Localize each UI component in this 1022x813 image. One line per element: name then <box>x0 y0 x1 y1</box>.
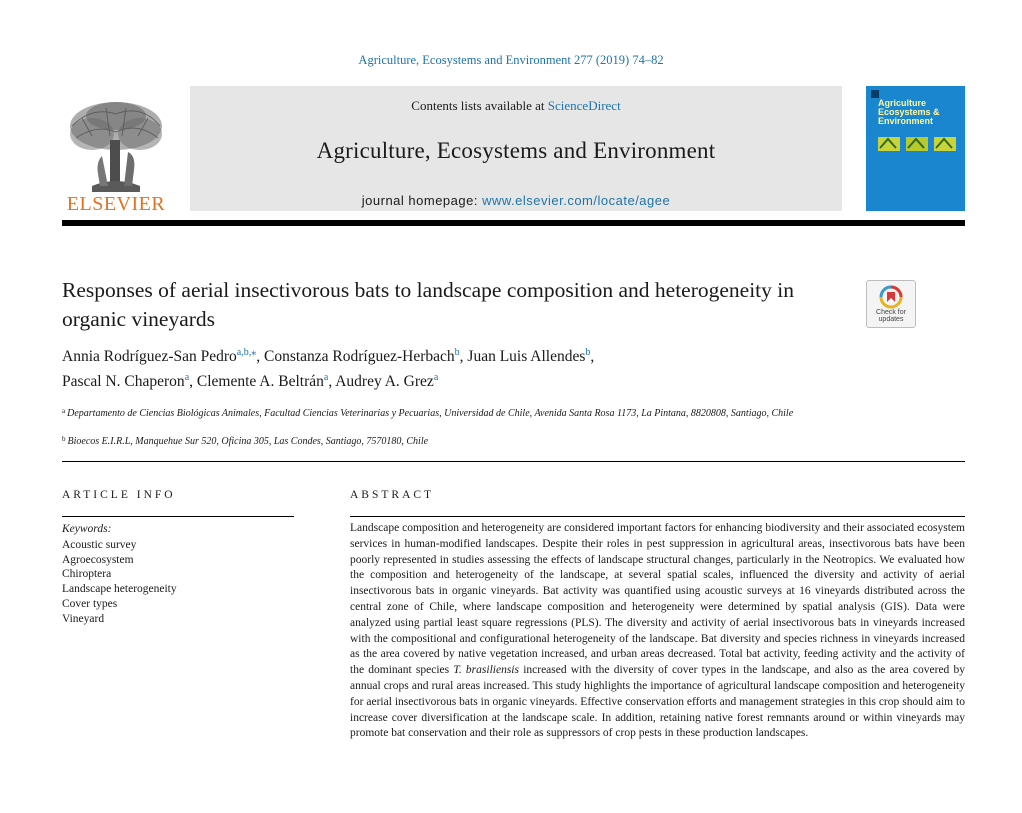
keyword-item: Chiroptera <box>62 568 112 581</box>
author-separator: , <box>189 373 197 390</box>
keywords-label: Keywords: <box>62 523 112 535</box>
check-updates-line: Check for <box>876 309 906 316</box>
elsevier-wordmark: ELSEVIER <box>66 193 166 215</box>
affiliation-text: Bioecos E.I.R.L, Manquehue Sur 520, Oficina 305, Las Condes, Santiago, 7570180, Chile <box>67 436 429 447</box>
article-info-heading: ARTICLE INFO <box>62 489 176 501</box>
affiliation-a <box>62 404 852 421</box>
check-updates-label <box>867 309 915 323</box>
sciencedirect-link[interactable]: ScienceDirect <box>547 98 621 113</box>
journal-cover-thumbnail[interactable] <box>866 86 965 211</box>
author-name[interactable]: Juan Luis Allendes <box>467 348 586 365</box>
author-affiliation-marker[interactable]: a <box>323 372 329 383</box>
check-updates-icon <box>879 285 903 309</box>
keywords-list <box>62 538 177 626</box>
title-block-divider <box>62 461 965 462</box>
check-updates-line: updates <box>878 316 904 323</box>
author-name[interactable]: Pascal N. Chaperon <box>62 373 185 390</box>
affiliation-b <box>62 432 852 449</box>
author-separator: , <box>590 348 595 365</box>
abstract-divider <box>350 516 965 517</box>
author-list-line-2 <box>62 372 922 391</box>
contents-available-line <box>190 98 842 114</box>
author-affiliation-marker[interactable]: b <box>585 347 591 358</box>
affiliation-text: Departamento de Ciencias Biológicas Animales, Facultad Ciencias Veterinarias y Pecuarias, Universidad de Chile, Avenida Santa Rosa 1173, La Pintana, 8820808, Santiago, Chile <box>67 408 794 419</box>
header-divider <box>62 220 965 226</box>
abstract-body <box>350 521 965 742</box>
affiliation-label: a <box>62 407 66 415</box>
author-name[interactable]: Annia Rodríguez-San Pedro <box>62 348 237 365</box>
author-list-line-1 <box>62 347 922 366</box>
keyword-item: Agroecosystem <box>62 553 134 566</box>
author-separator: , <box>328 373 336 390</box>
journal-homepage-line <box>190 193 842 208</box>
affiliation-label: b <box>62 435 66 443</box>
journal-title: Agriculture, Ecosystems and Environment <box>316 138 716 163</box>
homepage-prefix: journal homepage: <box>361 193 483 208</box>
author-affiliation-marker[interactable]: a <box>433 372 439 383</box>
author-name[interactable]: Constanza Rodríguez-Herbach <box>263 348 455 365</box>
abstract-text-part: Landscape composition and heterogeneity are considered important factors for enhancing biodiversity and their associated ecosystem services in human-modified landscapes. Despite their roles in pest suppression in agricultural areas, insectivorous bats have been poorly represented in studies assessing the effects of landscape structural changes, particularly in the Neotropics. We evaluated how the composition and heterogeneity of the landscape, at several spatial scales, influenced the diversity and activity of aerial insectivorous bats in organic vineyards. Bat activity was quantified using acoustic surveys at 16 vineyards distributed across the central zone of Chile, where landscape composition and heterogeneity were determined by spatial analysis (GIS). Data were analyzed using partial least square regressions (PLS). The diversity and activity of aerial insectivorous bats in vineyards increased with the compositional and configurational heterogeneity of the landscape. Bat diversity and species richness in vineyards increased as the area covered by native vegetation increased, and urban areas decreased. Total bat activity, feeding activity and the activity of the dominant species <box>350 522 965 677</box>
abstract-text-part: increased with the diversity of cover types in the landscape, and also as the area covered by annual crops and rural areas increased. This study highlights the importance of agricultural landscape composition and heterogeneity for aerial insectivorous bats in organic vineyards. Effective conservation efforts and management strategies in this crop should aim to increase cover diversification at the landscape scale. In addition, retaining native forest remnants around or within vineyards may promote bat conservation and their role as suppressors of crop pests in these production landscapes. <box>350 664 965 740</box>
keyword-item: Cover types <box>62 597 118 610</box>
cover-title-line: Environment <box>878 116 934 126</box>
abstract-species-name: T. brasiliensis <box>453 664 519 677</box>
cover-title <box>878 99 962 126</box>
author-affiliation-marker[interactable]: a <box>184 372 190 383</box>
journal-homepage-link[interactable]: www.elsevier.com/locate/agee <box>482 193 671 208</box>
author-name[interactable]: Clemente A. Beltrán <box>196 373 324 390</box>
cover-title-line: Agriculture <box>878 98 927 108</box>
keyword-item: Vineyard <box>62 612 105 625</box>
article-info-divider <box>62 516 294 517</box>
journal-citation-link[interactable]: Agriculture, Ecosystems and Environment 277 (2019) 74–82 <box>358 53 664 67</box>
check-for-updates-button[interactable] <box>866 280 916 328</box>
author-affiliation-marker[interactable]: a,b,⁎ <box>236 347 257 358</box>
abstract-heading: ABSTRACT <box>350 489 435 501</box>
author-affiliation-marker[interactable]: b <box>454 347 460 358</box>
keyword-item: Acoustic survey <box>62 539 137 551</box>
contents-prefix: Contents lists available at <box>411 98 548 113</box>
cover-art-icon <box>876 134 958 154</box>
article-title: Responses of aerial insectivorous bats to landscape composition and heterogeneity in organic vineyards <box>62 278 795 331</box>
keyword-item: Landscape heterogeneity <box>62 583 177 596</box>
author-separator: , <box>459 348 468 365</box>
cover-title-line: Ecosystems & <box>878 107 940 117</box>
author-name[interactable]: Audrey A. Grez <box>335 373 434 390</box>
author-separator: , <box>256 348 264 365</box>
